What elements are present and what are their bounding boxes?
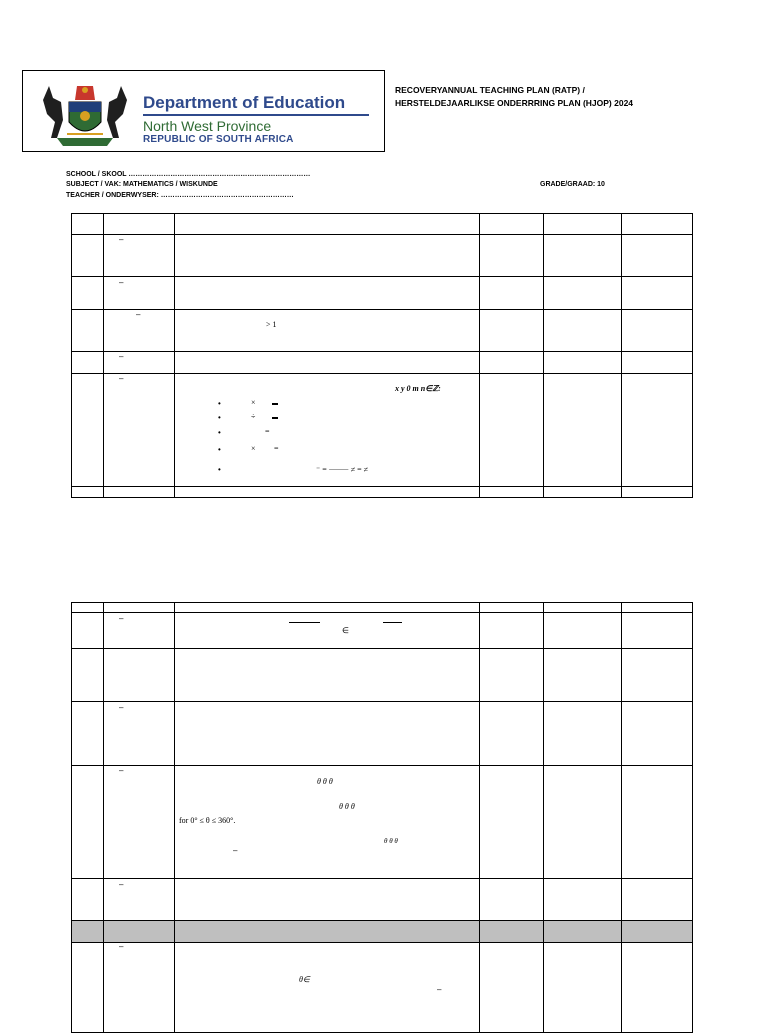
dash-mark: –	[119, 703, 124, 712]
table-row	[72, 277, 693, 310]
logo-divider	[143, 114, 369, 116]
subject-field: SUBJECT / VAK: MATHEMATICS / WISKUNDE	[66, 181, 218, 188]
school-field: SCHOOL / SKOOL ……………………………………………………………………	[66, 171, 311, 178]
province-name: North West Province	[143, 118, 272, 134]
title-line-1: RECOVERYANNUAL TEACHING PLAN (RATP) /	[395, 85, 585, 95]
table-header-row	[72, 214, 693, 235]
dash-mark: –	[233, 846, 238, 855]
table-row	[72, 766, 693, 879]
math-law-1: ×	[251, 398, 256, 407]
math-thetas-1: θ θ θ	[317, 777, 333, 786]
dash-mark: –	[119, 766, 124, 775]
table-row	[72, 649, 693, 702]
dash-mark: –	[119, 880, 124, 889]
shaded-row	[72, 921, 693, 943]
table-row	[72, 879, 693, 921]
dash-mark: –	[119, 374, 124, 383]
bullet: •	[218, 413, 221, 422]
dash-mark: –	[136, 310, 141, 319]
table-row	[72, 613, 693, 649]
math-law-4-times: ×	[251, 444, 256, 453]
table-row	[72, 487, 693, 498]
plan-table-term1	[71, 213, 693, 498]
dash-mark: –	[119, 942, 124, 951]
math-law-2: ÷	[251, 412, 256, 421]
plan-table-term2	[71, 602, 693, 1033]
math-law-3: =	[265, 427, 270, 436]
math-theta-in: θ∈	[299, 975, 310, 984]
math-thetas-3: θ θ θ	[384, 837, 398, 845]
bullet: •	[218, 428, 221, 437]
table-row	[72, 374, 693, 487]
country-name: REPUBLIC OF SOUTH AFRICA	[143, 134, 294, 145]
table-header-row	[72, 603, 693, 613]
math-law-4-eq: =	[274, 444, 279, 453]
math-bar	[272, 403, 278, 405]
table-row	[72, 702, 693, 766]
table-row	[72, 310, 693, 352]
bullet: •	[218, 399, 221, 408]
title-line-2: HERSTELDEJAARLIKSE ONDERRRING PLAN (HJOP) 2024	[395, 98, 634, 108]
fraction-bar	[383, 622, 402, 623]
department-name: Department of Education	[143, 93, 346, 112]
math-gt1: > 1	[266, 320, 277, 329]
table-row	[72, 352, 693, 374]
table-row	[72, 943, 693, 1033]
math-thetas-2: θ θ θ	[339, 802, 355, 811]
dash-mark: –	[119, 352, 124, 361]
bullet: •	[218, 445, 221, 454]
dash-mark: –	[119, 235, 124, 244]
fraction-bar	[289, 622, 320, 623]
dash-mark: –	[119, 278, 124, 287]
math-elem: ∈	[342, 626, 349, 635]
coat-of-arms-icon	[37, 80, 133, 148]
math-bar	[272, 417, 278, 419]
bullet: •	[218, 465, 221, 474]
math-law-5: ⁻ = ⸻ ≠ = ≠	[316, 465, 368, 474]
table-row	[72, 235, 693, 277]
document-title	[395, 84, 633, 110]
grade-field: GRADE/GRAAD: 10	[540, 181, 605, 188]
dash-mark: –	[119, 614, 124, 623]
math-exponent-laws-intro: x y 0 m n∈ℤ:	[395, 384, 441, 393]
math-range: for 0° ≤ θ ≤ 360°.	[179, 816, 236, 825]
dash-mark: –	[437, 985, 442, 994]
teacher-field: TEACHER / ONDERWYSER: …………………………………………………	[66, 192, 294, 199]
